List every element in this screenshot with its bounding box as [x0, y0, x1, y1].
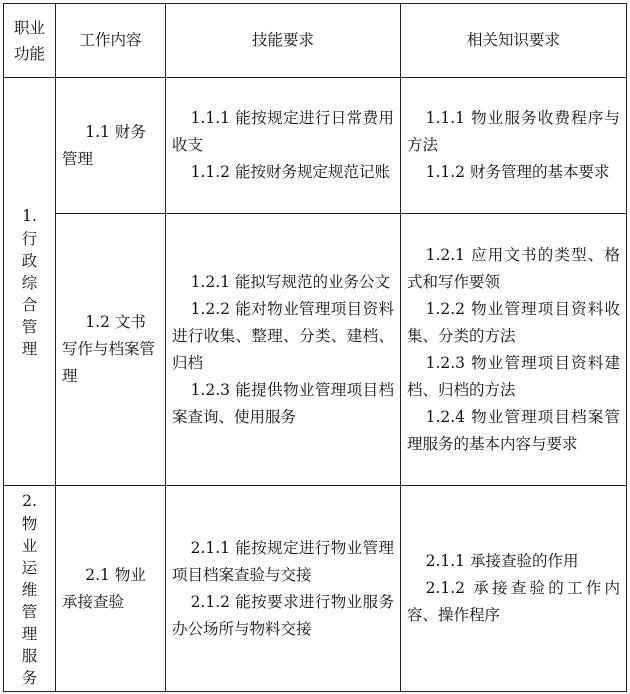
table-row	[4, 78, 627, 214]
skill-item: 1.2.2 能对物业管理项目资料进行收集、整理、分类、建档、归档	[172, 299, 394, 372]
function-cell-2	[4, 486, 56, 692]
knowledge-item: 1.1.2 财务管理的基本要求	[425, 163, 610, 181]
content-text: 1.1 财务管理	[62, 122, 146, 168]
function-number: 1.	[22, 206, 37, 225]
content-cell	[56, 486, 166, 692]
skill-item: 1.1.1 能按规定进行日常费用收支	[172, 109, 394, 154]
skills-cell	[166, 486, 401, 692]
header-skills: 技能要求	[166, 4, 401, 78]
knowledge-item: 1.2.1 应用文书的类型、格式和写作要领	[407, 245, 620, 291]
knowledge-cell	[401, 486, 627, 692]
content-cell	[56, 78, 166, 214]
content-text: 1.2 文书写作与档案管理	[62, 313, 156, 385]
table-row	[4, 214, 627, 486]
content-cell	[56, 214, 166, 486]
skill-item: 1.2.1 能拟写规范的业务公文	[190, 272, 390, 291]
skill-item: 2.1.1 能按规定进行物业管理项目档案查验与交接	[172, 538, 394, 584]
header-function: 职业功能	[4, 4, 56, 78]
header-knowledge: 相关知识要求	[401, 4, 627, 78]
knowledge-item: 2.1.2 承接查验的工作内容、操作程序	[407, 579, 620, 624]
header-content: 工作内容	[56, 4, 166, 78]
function-name: 行政综合管理	[21, 229, 38, 358]
function-cell-1	[4, 78, 56, 486]
function-name: 物业运维管理服务	[21, 514, 38, 687]
knowledge-cell	[401, 78, 627, 214]
skill-item: 1.1.2 能按财务规定规范记账	[190, 163, 390, 181]
skills-cell	[166, 214, 401, 486]
table-row	[4, 486, 627, 692]
skill-item: 2.1.2 能按要求进行物业服务办公场所与物料交接	[172, 592, 394, 638]
skills-cell	[166, 78, 401, 214]
competency-table	[3, 3, 627, 692]
knowledge-item: 1.2.3 物业管理项目资料建档、归档的方法	[407, 353, 620, 399]
header-row	[4, 4, 627, 78]
knowledge-item: 1.1.1 物业服务收费程序与方法	[407, 109, 620, 154]
content-text: 2.1 物业承接查验	[62, 565, 146, 611]
knowledge-item: 1.2.4 物业管理项目档案管理服务的基本内容与要求	[407, 407, 620, 453]
knowledge-cell	[401, 214, 627, 486]
knowledge-item: 1.2.2 物业管理项目资料收集、分类的方法	[407, 299, 620, 345]
knowledge-item: 2.1.1 承接查验的作用	[425, 552, 579, 570]
skill-item: 1.2.3 能提供物业管理项目档案查询、使用服务	[172, 380, 394, 426]
function-number: 2.	[22, 491, 37, 510]
